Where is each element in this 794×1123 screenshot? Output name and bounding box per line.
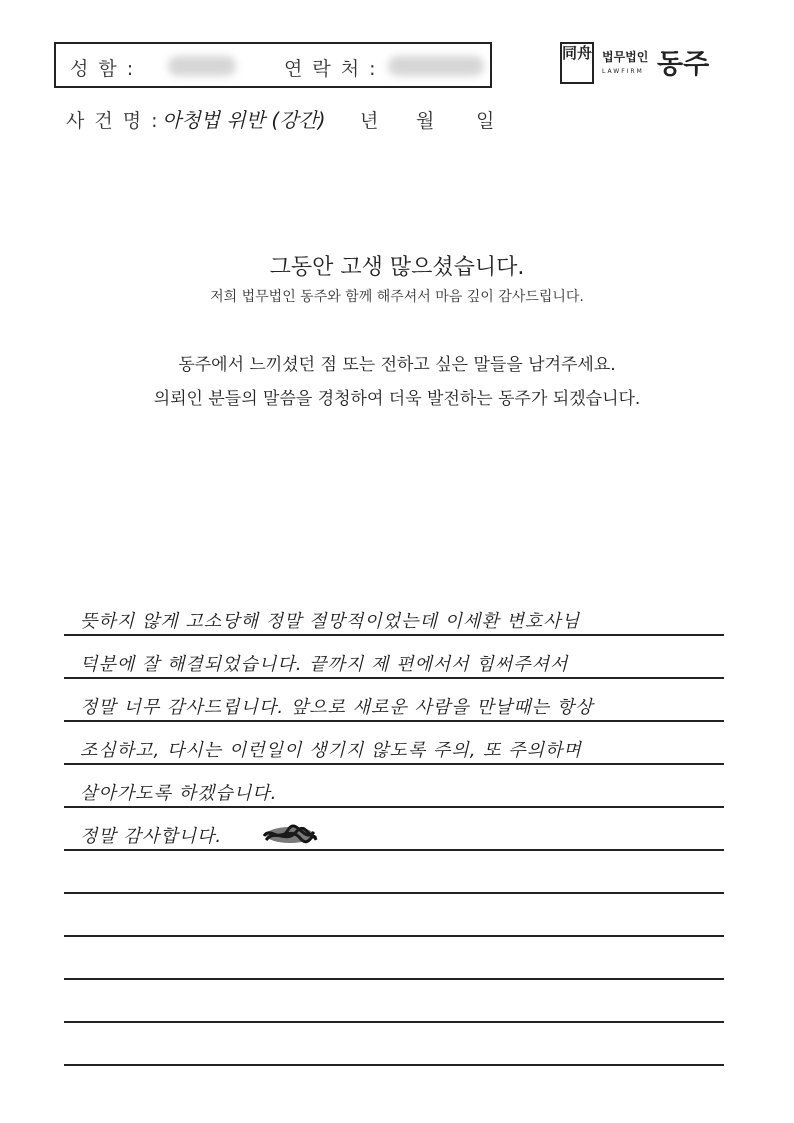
month-label: 월 bbox=[416, 110, 437, 132]
letter-line-1: 뜻하지 않게 고소당해 정말 절망적이었는데 이세환 변호사님 bbox=[80, 611, 581, 632]
message-prompt-line1: 동주에서 느끼셨던 점 또는 전하고 싶은 말들을 남겨주세요. bbox=[178, 355, 616, 375]
letter-line-6: 정말 감사합니다. bbox=[80, 826, 223, 847]
logo-seal: 同舟 bbox=[560, 42, 594, 84]
letter-line-2: 덕분에 잘 해결되었습니다. 끝까지 제 편에서서 힘써주셔서 bbox=[80, 654, 569, 675]
firm-logo bbox=[560, 42, 730, 92]
logo-small-text: 법무법인 bbox=[602, 50, 649, 64]
letter-line-3: 정말 너무 감사드립니다. 앞으로 새로운 사람을 만날때는 항상 bbox=[80, 697, 594, 718]
thanks-heading: 그동안 고생 많으셨습니다. bbox=[269, 255, 525, 280]
scribbled-signature bbox=[260, 824, 318, 846]
thanks-subheading: 저희 법무법인 동주와 함께 해주셔서 마음 깊이 감사드립니다. bbox=[210, 289, 584, 305]
name-label: 성 함 : bbox=[70, 58, 136, 80]
ruled-line bbox=[64, 935, 724, 937]
contact-label: 연 락 처 : bbox=[284, 58, 378, 80]
logo-name: 동주 bbox=[657, 49, 710, 80]
logo-sub-text: LAWFIRM bbox=[602, 68, 644, 75]
case-value: 아청법 위반 (강간) bbox=[162, 108, 326, 132]
ruled-line bbox=[64, 1021, 724, 1023]
ruled-line bbox=[64, 634, 724, 636]
ruled-line bbox=[64, 720, 724, 722]
letter-line-4: 조심하고, 다시는 이런일이 생기지 않도록 주의, 또 주의하며 bbox=[80, 740, 582, 761]
ruled-line bbox=[64, 978, 724, 980]
letter-line-5: 살아가도록 하겠습니다. bbox=[80, 783, 278, 804]
ruled-line bbox=[64, 677, 724, 679]
ruled-line bbox=[64, 806, 724, 808]
case-row bbox=[66, 102, 526, 132]
message-prompt-line2: 의뢰인 분들의 말씀을 경청하여 더욱 발전하는 동주가 되겠습니다. bbox=[153, 389, 641, 409]
day-label: 일 bbox=[476, 110, 497, 132]
year-label: 년 bbox=[360, 110, 381, 132]
name-redacted bbox=[168, 56, 236, 76]
ruled-line bbox=[64, 1064, 724, 1066]
ruled-line bbox=[64, 849, 724, 851]
ruled-line bbox=[64, 763, 724, 765]
contact-redacted bbox=[388, 56, 484, 76]
case-label: 사 건 명 : bbox=[66, 110, 160, 132]
client-info-box bbox=[54, 42, 492, 88]
ruled-line bbox=[64, 892, 724, 894]
